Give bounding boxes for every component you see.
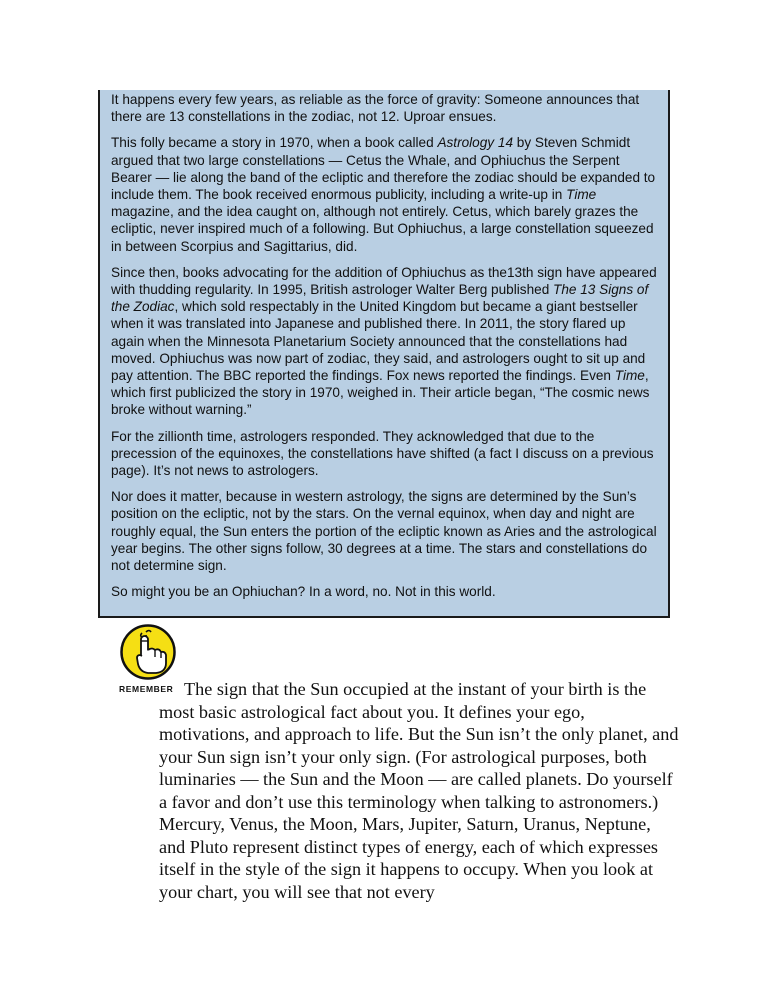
sidebar-paragraph-3 <box>111 264 658 419</box>
p3-book-title: The 13 Signs of the Zodiac <box>111 282 649 315</box>
p2-text-a: This folly became a story in 1970, when a book called <box>111 135 438 151</box>
sidebar-paragraph-5: Nor does it matter, because in western astrology, the signs are determined by the Sun’s position on the ecliptic, not by the stars. On the vernal equinox, when day and night are roughly equal, the Sun enters the portion of the ecliptic known as Aries and the astrological year begins. The other signs follow, 30 degrees at a time. The stars and constellations do not determine sign. <box>111 489 657 574</box>
sidebar-paragraph-4: For the zillionth time, astrologers responded. They acknowledged that due to the precession of the equinoxes, the constellations have shifted (a fact I discuss on a previous page). It’s not news to astrologers. <box>111 428 654 479</box>
sidebar-paragraph-6: So might you be an Ophiuchan? In a word, no. Not in this world. <box>111 584 496 600</box>
remember-body: The sign that the Sun occupied at the instant of your birth is the most basic astrological fact about you. It defines your ego, motivations, and approach to life. But the Sun isn’t the only planet, and your Sun sign isn’t your only sign. (For astrological purposes, both luminaries — the Sun and the Moon — are called planets. Do yourself a favor and don’t use this terminology when talking to astronomers.) Mercury, Venus, the Moon, Mars, Jupiter, Saturn, Uranus, Neptune, and Pluto represent distinct types of energy, each of which expresses itself in the style of the sign it happens to occupy. When you look at your chart, you will see that not every <box>159 679 679 902</box>
sidebar-box <box>98 90 670 618</box>
p2-text-c: magazine, and the idea caught on, although not entirely. Cetus, which barely grazes the ecliptic, never inspired much of a following. But Ophiuchus, a large constellation squeezed in between Scorpius and Sagittarius, did. <box>111 204 654 254</box>
p2-text-b: by Steven Schmidt argued that two large constellations — Cetus the Whale, and Ophiuchus the Serpent Bearer — lie along the band of the ecliptic and therefore the zodiac should be expanded to include them. The book received enormous publicity, including a write-up in <box>111 135 656 203</box>
sidebar-paragraph-1: It happens every few years, as reliable as the force of gravity: Someone announces that there are 13 constellations in the zodiac, not 12. Uproar ensues. <box>111 92 640 125</box>
p3-text-b: , which sold respectably in the United Kingdom but became a giant bestseller when it was translated into Japanese and published there. In 2011, the story flared up again when the Minnesota Planetarium Society announced that the constellations had moved. Ophiuchus was now part of zodiac, they said, and astrologers ought to sit up and pay attention. The BBC reported the findings. Fox news reported the findings. Even <box>111 299 646 384</box>
sidebar-paragraph-2 <box>111 134 658 254</box>
p2-magazine: Time <box>566 187 597 203</box>
p3-magazine: Time <box>614 368 645 384</box>
p3-text-c: , which first publicized the story in 1970, weighed in. Their article began, “The cosmic news broke without warning.” <box>111 368 650 418</box>
remember-finger-icon <box>120 624 176 680</box>
remember-label: REMEMBER <box>119 684 174 694</box>
p3-text-a: Since then, books advocating for the addition of Ophiuchus as the13th sign have appeared with thudding regularity. In 1995, British astrologer Walter Berg published <box>111 264 657 298</box>
p2-book-title: Astrology 14 <box>437 135 513 151</box>
